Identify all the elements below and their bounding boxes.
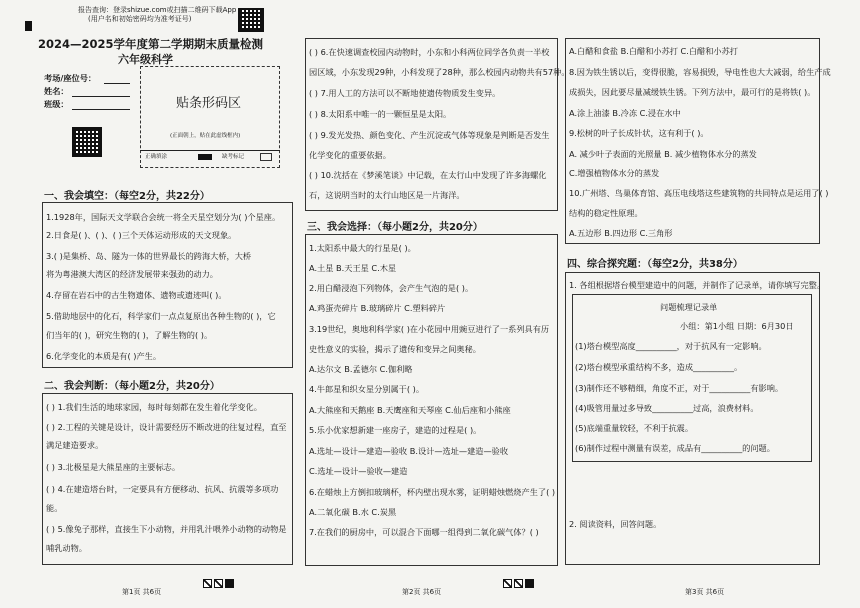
choice-q3-options: A.达尔文 B.孟德尔 C.伽利略	[309, 364, 413, 374]
choice-q9: 9.松树的叶子长成针状，这有利于( )。	[569, 128, 709, 138]
app-qr-code[interactable]	[238, 8, 264, 32]
choice-q3: 3.19世纪，奥地利科学家( )在小花园中用豌豆进行了一系列具有历	[309, 324, 550, 334]
exam-subtitle: 六年级科学	[118, 53, 173, 66]
page-footer-1: 第1页 共6页	[122, 588, 162, 596]
column-2	[300, 0, 570, 608]
barcode-label: 贴条形码区	[176, 96, 242, 111]
mark-square-icon	[214, 579, 223, 588]
mark-square-icon	[525, 579, 534, 588]
section-2-title: 二、我会判断：（每小题2分，共20分）	[44, 381, 220, 392]
fill-q5-cont: 们当年的( )，研究生物的( )，了解生物的( )。	[46, 330, 213, 340]
page-marks-2	[503, 573, 536, 592]
choice-q2-options: A.鸡蛋壳碎片 B.玻璃碎片 C.塑料碎片	[309, 303, 446, 313]
barcode-divider	[140, 150, 280, 151]
mark-square-icon	[514, 579, 523, 588]
choice-q5-option-c: C.选址—设计—验收—建造	[309, 466, 408, 476]
record-sheet-meta: 小组：第1小组 日期：6月30日	[680, 321, 794, 331]
judge-section-box	[42, 393, 293, 565]
judge-q4-cont: 能。	[46, 503, 63, 513]
choice-q5-options-ab: A.选址—设计—建造—验收 B.设计—选址—建造—验收	[309, 446, 509, 456]
column-3	[562, 0, 860, 608]
judge-q9: ( ) 9.发光发热、颜色变化、产生沉淀或气体等现象是判断是否发生	[309, 130, 550, 140]
notice-line-1: 报告查询：登录shizue.com或扫描二维码下载App	[78, 6, 237, 14]
record-item-6: (6)制作过程中测量有误差，成品有__________的问题。	[575, 443, 775, 453]
seat-field-label: 考场/座位号：	[44, 73, 97, 83]
judge-q5-cont: 哺乳动物。	[46, 543, 87, 553]
name-field-label: 姓名：	[44, 86, 69, 96]
section-3-title: 三、我会选择：（每小题2分，共20分）	[307, 222, 483, 233]
absent-mark-label: 缺考标记	[222, 154, 245, 160]
barcode-note: (正面朝上，贴在此虚线框内)	[170, 133, 241, 139]
page-marks-1	[203, 573, 236, 592]
choice-q8: 8.因为铁生锈以后，变得很脆，容易损毁，导电性也大大减弱，给生产成	[569, 67, 831, 77]
judge-continued-box	[305, 38, 558, 211]
record-item-1: (1)塔台模型高度__________，对于抗风有一定影响。	[575, 341, 767, 351]
mark-square-icon	[503, 579, 512, 588]
choice-q9-option-c: C.增强植物体水分的蒸发	[569, 168, 660, 178]
notice-line-2: (用户名和初始密码均为准考证号)	[88, 15, 192, 23]
choice-q4-options: A.大熊座和天鹅座 B.天鹰座和天琴座 C.仙后座和小熊座	[309, 405, 511, 415]
page-footer-3: 第3页 共6页	[685, 588, 725, 596]
absent-mark-box[interactable]	[260, 153, 272, 161]
choice-q8-options: A.涂上油漆 B.冷冻 C.浸在水中	[569, 108, 681, 118]
judge-q4: ( ) 4.在建造塔台时，一定要具有方便移动、抗风、抗震等多项功	[46, 484, 279, 494]
page-footer-2: 第2页 共6页	[402, 588, 442, 596]
fill-q1: 1.1928年，国际天文学联合会统一将全天星空划分为( )个星座。	[46, 212, 281, 222]
judge-q5: ( ) 5.像兔子那样，直接生下小动物，并用乳汁喂养小动物的动物是	[46, 524, 287, 534]
barcode-area	[140, 66, 280, 168]
choice-q10-options: A.五边形 B.四边形 C.三角形	[569, 228, 673, 238]
choice-q10-cont: 结构的稳定性原理。	[569, 208, 643, 218]
judge-q10: ( ) 10.沈括在《梦溪笔谈》中记载，在太行山中发现了许多海螺化	[309, 170, 547, 180]
record-sheet	[572, 294, 812, 462]
choice-q3-cont: 史性意义的实验，揭示了遗传和变异之间奥秘。	[309, 344, 481, 354]
judge-q9-cont: 化学变化的重要依据。	[309, 150, 391, 160]
exam-title: 2024—2025学年度第二学期期末质量检测	[38, 37, 264, 51]
fill-q5: 5.借助地层中的化石，科学家们一点点复原出各种生物的( )，它	[46, 311, 276, 321]
section-4-title: 四、综合探究题：（每空2分，共38分）	[567, 259, 743, 270]
fill-section-box	[42, 202, 293, 368]
choice-q7: 7.在我们的厨房中，可以混合下面哪一组得到二氧化碳气体？( )	[309, 527, 539, 537]
student-qr-code	[72, 127, 102, 157]
fill-correct-label: 正确填涂	[145, 154, 168, 160]
choice-q8-cont: 成损失，因此要尽量减缓铁生锈。下列方法中，最可行的是将铁( )。	[569, 87, 816, 97]
judge-q7: ( ) 7.用人工的方法可以不断地使遗传物质发生变异。	[309, 88, 501, 98]
choice-q1: 1.太阳系中最大的行星是( )。	[309, 243, 416, 253]
record-item-3: (3)制作还不够精细，角度不正，对于__________有影响。	[575, 383, 784, 393]
fill-q3: 3.( )是集桥、岛、隧为一体的世界最长的跨海大桥，大桥	[46, 251, 252, 261]
judge-q10-cont: 石，这说明当时的太行山地区是一片海洋。	[309, 190, 465, 200]
fill-q4: 4.存留在岩石中的古生物遗体、遗物或遗迹叫( )。	[46, 290, 227, 300]
seat-field-line[interactable]	[104, 83, 130, 84]
fill-correct-sample	[198, 154, 212, 160]
record-item-2: (2)塔台模型承重结构不多，造成__________。	[575, 362, 743, 372]
class-field-line[interactable]	[72, 109, 130, 110]
record-item-4: (4)吸管用量过多导致__________过高，浪费材料。	[575, 403, 759, 413]
class-field-label: 班级：	[44, 99, 69, 109]
mark-square-icon	[225, 579, 234, 588]
choice-q10: 10.广州塔、鸟巢体育馆、高压电线塔这些建筑物的共同特点是运用了( )	[569, 188, 829, 198]
column-1	[0, 0, 295, 608]
fill-q3-cont: 将为粤港澳大湾区的经济发展带来强劲的动力。	[46, 269, 218, 279]
choice-q6: 6.在蜡烛上方倒扣玻璃杯，杯内壁出现水雾，证明蜡烛燃烧产生了( )	[309, 487, 556, 497]
choice-q6-options: A.二氧化碳 B.水 C.炭黑	[309, 507, 397, 517]
judge-q2-cont: 满足建造要求。	[46, 440, 104, 450]
name-field-line[interactable]	[72, 96, 130, 97]
choice-q1-options: A.土星 B.天王星 C.木星	[309, 263, 397, 273]
mark-square-icon	[203, 579, 212, 588]
fill-q6: 6.化学变化的本质是有( )产生。	[46, 351, 162, 361]
inquiry-q1: 1. 各组根据塔台模型建造中的问题，并制作了记录单，请你填写完整。	[569, 280, 826, 290]
section-1-title: 一、我会填空：（每空2分，共22分）	[44, 191, 210, 202]
judge-q6-cont: 园区域，小东发现29种，小科发现了28种，那么校园内动物共有57种。	[309, 67, 570, 77]
record-item-5: (5)底端重量较轻，不利于抗震。	[575, 423, 694, 433]
choice-q9-options-ab: A. 减少叶子表面的光照量 B. 减少植物体水分的蒸发	[569, 149, 757, 159]
choice-q4: 4.牛郎星和织女星分别属于( )。	[309, 384, 425, 394]
choice-q2: 2.用白醋浸泡下列物体，会产生气泡的是( )。	[309, 283, 474, 293]
judge-q3: ( ) 3.北极星是大熊星座的主要标志。	[46, 462, 181, 472]
choice-q7-options: A.白醋和食盐 B.白醋和小苏打 C.白醋和小苏打	[569, 46, 738, 56]
record-sheet-title: 问题梳理记录单	[660, 302, 718, 312]
judge-q6: ( ) 6.在快速调查校园内动物时，小东和小科两位同学各负责一半校	[309, 47, 550, 57]
judge-q1: ( ) 1.我们生活的地球家园，每时每刻都在发生着化学变化。	[46, 402, 262, 412]
choice-q5: 5.乐小优家想新建一座房子，建造的过程是( )。	[309, 425, 482, 435]
fill-q2: 2.日食是( )、( )、( )三个天体运动形成的天文现象。	[46, 230, 237, 240]
judge-q2: ( ) 2.工程的关键是设计，设计需要经历不断改进的往复过程，直至	[46, 422, 287, 432]
judge-q8: ( ) 8.太阳系中唯一的一颗恒星是太阳。	[309, 109, 452, 119]
inquiry-q2: 2. 阅读资料，回答问题。	[569, 519, 662, 529]
